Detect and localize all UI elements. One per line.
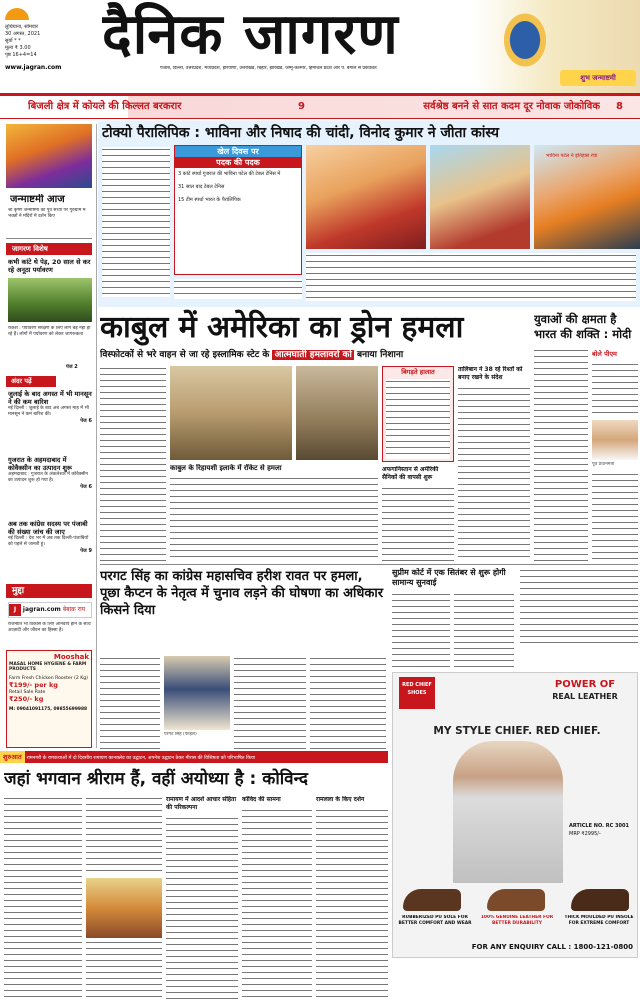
- paralympic-photo-bhavina: [306, 145, 426, 249]
- ayodhya-sub2: कोविद की सामना: [242, 796, 281, 803]
- paralympic-section: [98, 121, 640, 307]
- redchief-article: ARTICLE NO. RC 3001: [569, 823, 629, 829]
- paralympic-box: [174, 145, 302, 275]
- paralympic-stat: 31 साल बाद टेबल टेनिस: [178, 184, 225, 190]
- redchief-tag1: POWER OF: [554, 679, 616, 690]
- teaser-2-page: 8: [616, 101, 623, 112]
- mudda-tag: बेबाक़ राय: [62, 606, 86, 613]
- ayodhya-headline[interactable]: जहां भगवान श्रीराम हैं, वहीं अयोध्या है : कोविन्द: [4, 769, 308, 789]
- andar-item-title: गुजरात के अहमदाबाद में कोवैक्सीन का उत्पादन शुरू: [8, 456, 72, 472]
- info-line: सुर्या * *: [5, 38, 21, 44]
- drone-sub4: अफगानिस्तान से अमेरिकी सैनिकों की वापसी शुरू: [382, 466, 439, 481]
- congress-headline[interactable]: परगट सिंह का कांग्रेस महासचिव हरीश रावत पर हमला, पूछा कैप्टन के नेतृत्व में चुनाव लड़ने की घोषणा का अधिकार किसने दिया: [100, 569, 384, 618]
- price-ad-brand: Mooshak: [53, 653, 89, 661]
- andar-item[interactable]: [8, 390, 92, 454]
- paralympic-stat: 15 टीम स्पर्धा भारत के पैरालिंपिक: [178, 197, 241, 203]
- redchief-mrp: MRP ₹2995/-: [569, 831, 601, 837]
- price-ad-phone: M: 09041091175, 09855699988: [9, 707, 88, 713]
- masthead-title: दैनिक जागरण: [102, 2, 399, 66]
- redchief-enquiry: FOR ANY ENQUIRY CALL : 1800-121-0800: [471, 943, 633, 951]
- paralympic-text-a: [102, 147, 170, 297]
- redchief-logo: RED CHIEF SHOES: [399, 677, 435, 709]
- drone-sub1: काबुल के रिहायशी इलाके में रॉकेट से हमला: [170, 464, 282, 472]
- paralympic-box-subtitle: पदक की पदक: [175, 157, 301, 168]
- teaser-bar: [0, 93, 640, 119]
- mudda-text: राजनीति भी विकास के लिए अनिवार्य होने के साथ आज़ादी और जीवन का हिस्सा है।: [8, 622, 91, 633]
- drone-subhead-pre: विस्फोटकों से भरे वाहन से जा रहे इस्लामिक स्टेट के: [100, 350, 270, 360]
- masthead-editions: पंजाब, दिल्ली, उत्तरप्रदेश, मध्यप्रदेश, हरियाणा, उत्तराखंड, बिहार, झारखंड, जम्मू-कश्मीर, हिमाचल प्रदेश और प. बंगाल से प्रकाशित: [160, 66, 377, 71]
- janmashtami-text: श्री कृष्ण जन्माष्टमी की पूर्व संध्या पर गुरुग्राम में भक्तों ने मंदिरों में दर्शन किए: [8, 208, 86, 219]
- redchief-feature: 100% GENUINE LEATHER FOR BETTER DURABILITY: [480, 915, 554, 926]
- sc-headline[interactable]: सुप्रीम कोर्ट में एक सितंबर से शुरू होगी सामान्य सुनवाई: [392, 568, 506, 587]
- masthead-url[interactable]: www.jagran.com: [5, 64, 62, 71]
- shoe-icon: [487, 889, 545, 911]
- janmashtami-photo: [6, 124, 92, 188]
- andar-item-title: अब तक कांग्रेस सदस्य पर पंजाबी की संख्या जांच की जाए: [8, 520, 88, 536]
- ayodhya-sub3: रामलला के किए दर्शन: [316, 796, 365, 803]
- drone-photo: [170, 366, 292, 460]
- price-ad-price: ₹250/- kg: [9, 695, 44, 704]
- janmashtami-title: जन्माष्टमी आज: [10, 194, 65, 205]
- masthead: [0, 0, 640, 93]
- drone-subhead-box: आत्मघाती हमलावरों को: [274, 350, 352, 360]
- redchief-tag2: REAL LEATHER: [552, 692, 618, 701]
- ayodhya-strap: [0, 751, 388, 763]
- andar-item-text: नई दिल्ली : देश भर में अब तक दिल्ली-पंजाबियों को पहले से जानती हूं।: [8, 536, 89, 547]
- drone-subhead-post: बनाया निशाना: [356, 350, 404, 360]
- ayodhya-photo: [86, 878, 162, 938]
- drone-sub2: बिगड़ते हालात: [401, 368, 435, 376]
- price-ad-item: Farm Fresh Chicken Rooster (2 Kg): [9, 675, 88, 681]
- redchief-feature: RUBBERIZED PU SOLE FOR BETTER COMFORT AND WEAR: [398, 915, 472, 926]
- mudda-site-name: jagran.com: [22, 606, 61, 613]
- paralympic-photo-vinod: [534, 145, 640, 249]
- redchief-headline: MY STYLE CHIEF. RED CHIEF.: [433, 725, 601, 737]
- andar-item-title: जुलाई के बाद अगस्त में भी मानसून ने की कम बारिश: [8, 390, 92, 406]
- mudda-site[interactable]: [8, 602, 92, 618]
- jagran-vishesh-label: जागरण विशेष: [6, 243, 92, 255]
- ayodhya-kicker: शुरुआत: [0, 751, 25, 763]
- andar-item-text: नई दिल्ली : जुलाई के बाद अब अगस्त माह में भी मानसून ने कम बारिश की।: [8, 406, 89, 417]
- price-ad-title: MASAL HOME HYGIENE & FARM PRODUCTS: [9, 661, 87, 673]
- price-ad: [6, 650, 92, 748]
- info-line: 30 अगस्त, 2021: [5, 31, 41, 37]
- paralympic-box-title: खेल दिवस पर: [175, 146, 301, 157]
- jagran-vishesh-page: पेज 2: [66, 364, 78, 370]
- jagran-vishesh-photo: [8, 278, 92, 322]
- paralympic-headline[interactable]: टोक्यो पैरालिपिक : भाविना और निषाद की चांदी, विनोद कुमार ने जीता कांस्य: [102, 125, 499, 141]
- paralympic-photo-nishad: [430, 145, 530, 249]
- andar-item[interactable]: [8, 456, 92, 518]
- info-line: पृष्ठ 16+4=14: [5, 52, 37, 58]
- andar-label: अंदर पढ़ें: [6, 376, 56, 387]
- jagran-vishesh-text: राकेश : पर्यावरण संरक्षण के लिए लोग बड़े नहीं हो रहे हैं। लोगों में पर्यावरण को लेकर जागरूकता: [8, 326, 91, 337]
- logo-sun-icon: [5, 8, 29, 20]
- andar-item-page: पेज 6: [80, 418, 92, 424]
- andar-item[interactable]: [8, 520, 92, 580]
- drone-photo-2: [296, 366, 378, 460]
- masthead-badge: शुभ जन्माष्टमी: [560, 70, 636, 86]
- ayodhya-sub1: रामायण में आदर्श आचार संहिता की परिकल्पना: [166, 796, 237, 811]
- modi-headline[interactable]: युवाओं की क्षमता है भारत की शक्ति : मोदी: [534, 312, 632, 341]
- pargat-photo: [164, 656, 230, 730]
- drone-sub2-box: [382, 366, 454, 462]
- pargat-caption: परगट सिंह (फाइल): [164, 732, 197, 737]
- andar-item-page: पेज 9: [80, 548, 92, 554]
- price-ad-price: ₹199/- per kg: [9, 681, 58, 690]
- andar-item-page: पेज 6: [80, 484, 92, 490]
- ayodhya-strap-text: रामनगरी के रामकथाओं में दो दिवसीय रामायण कानक्लेव का उद्घाटन, अपनेश उद्घाटन ठेकर मीरास की विशिष्टता को परिभाषित किया: [26, 756, 255, 761]
- teaser-1[interactable]: [28, 99, 258, 115]
- info-line: लुधियाना, सोमवार: [5, 24, 38, 30]
- redchief-ad[interactable]: [392, 672, 638, 958]
- shoe-icon: [571, 889, 629, 911]
- modi-photo-label: पूर्व प्रधानमंत्री: [592, 462, 615, 467]
- info-line: मूल्य ₹ 3.00: [5, 45, 31, 51]
- jagran-vishesh-title[interactable]: कभी कांटे थे पेड़, 20 साल से कर रहे अनूठा पर्यावरण: [8, 258, 91, 274]
- krishna-illustration: [490, 4, 560, 84]
- teaser-1-page: 9: [298, 101, 305, 112]
- jagran-j-icon: J: [9, 604, 21, 616]
- teaser-2[interactable]: सर्वश्रेष्ठ बनने से सात कदम दूर नोवाक जोकोविक: [423, 101, 600, 112]
- drone-sub3: तालिबान ने 38 रहे रिश्तों को बनाए रखने के संदेश: [458, 366, 523, 381]
- modi-label: बोले पीएम: [592, 350, 617, 358]
- paralympic-side-note: भाविना पटेल ने इतिहास रचा: [546, 153, 598, 159]
- paralympic-stat: 3 कांटे स्पर्धा गुजरात की भाविना पटेल की टेबल टेनिस में: [178, 171, 281, 177]
- drone-subhead: [100, 348, 530, 362]
- teaser-1-text: बिजली क्षेत्र में कोयले की किल्लत बरकरार: [28, 101, 182, 112]
- andar-item-text: अहमदाबाद : गुजरात के अंकलेश्वर में कोवैक्सीन का उत्पादन शुरू हो गया है।: [8, 472, 88, 483]
- drone-headline[interactable]: काबुल में अमेरिका का ड्रोन हमला: [100, 310, 464, 345]
- shoe-icon: [403, 889, 461, 911]
- price-ad-item: Retail Sale Rate: [9, 689, 46, 695]
- redchief-model: [453, 741, 563, 883]
- mudda-label: मुद्दा: [6, 584, 92, 598]
- modi-photo: [592, 420, 638, 460]
- redchief-feature: THICK MOULDED PU INSOLE FOR EXTREME COMFORT: [564, 915, 634, 926]
- masthead-info: [5, 24, 85, 59]
